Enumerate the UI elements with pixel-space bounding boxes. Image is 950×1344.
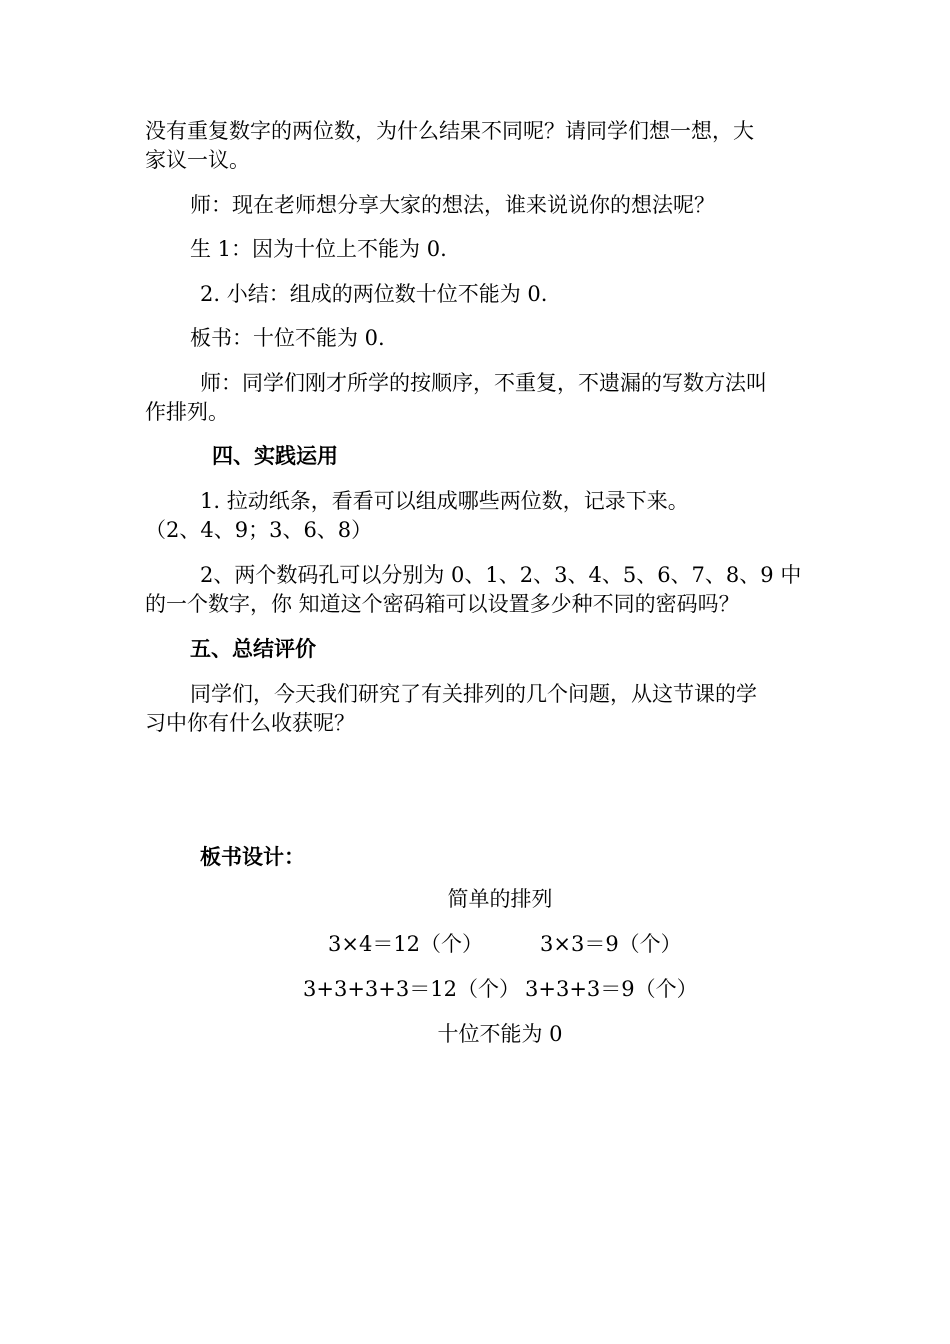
section-heading: 四、实践运用: [212, 444, 338, 468]
board-footer: 十位不能为 0: [437, 1022, 563, 1046]
paragraph-line: 习中你有什么收获呢？: [145, 711, 355, 735]
board-equation: 3×4＝12（个）: [328, 932, 484, 956]
paragraph-line: 作排列。: [145, 400, 229, 424]
board-equation: 3×3＝9（个）: [540, 932, 682, 956]
student-line: 生 1：因为十位上不能为 0.: [190, 237, 447, 261]
exercise-line: 1. 拉动纸条，看看可以组成哪些两位数，记录下来。: [200, 489, 689, 513]
exercise-line: 的一个数字，你 知道这个密码箱可以设置多少种不同的密码吗？: [145, 592, 740, 616]
board-title: 简单的排列: [447, 887, 553, 911]
board-design-label: 板书设计：: [200, 845, 305, 869]
paragraph-line: 家议一议。: [145, 148, 250, 172]
paragraph-line: 同学们，今天我们研究了有关排列的几个问题，从这节课的学: [190, 682, 757, 706]
summary-line: 2. 小结：组成的两位数十位不能为 0.: [200, 282, 548, 306]
paragraph-line: 师：同学们刚才所学的按顺序，不重复，不遗漏的写数方法叫: [200, 371, 767, 395]
exercise-line: 2、两个数码孔可以分别为 0、1、2、3、4、5、6、7、8、9 中: [200, 563, 802, 587]
section-heading: 五、总结评价: [190, 637, 316, 661]
board-note-line: 板书：十位不能为 0.: [190, 326, 385, 350]
exercise-line: （2、4、9；3、6、8）: [145, 518, 373, 542]
paragraph-line: 没有重复数字的两位数，为什么结果不同呢？请同学们想一想，大: [145, 119, 754, 143]
teacher-line: 师：现在老师想分享大家的想法，谁来说说你的想法呢？: [190, 193, 715, 217]
board-equation: 3+3+3+3＝12（个）: [303, 977, 520, 1001]
board-equation: 3+3+3＝9（个）: [525, 977, 698, 1001]
